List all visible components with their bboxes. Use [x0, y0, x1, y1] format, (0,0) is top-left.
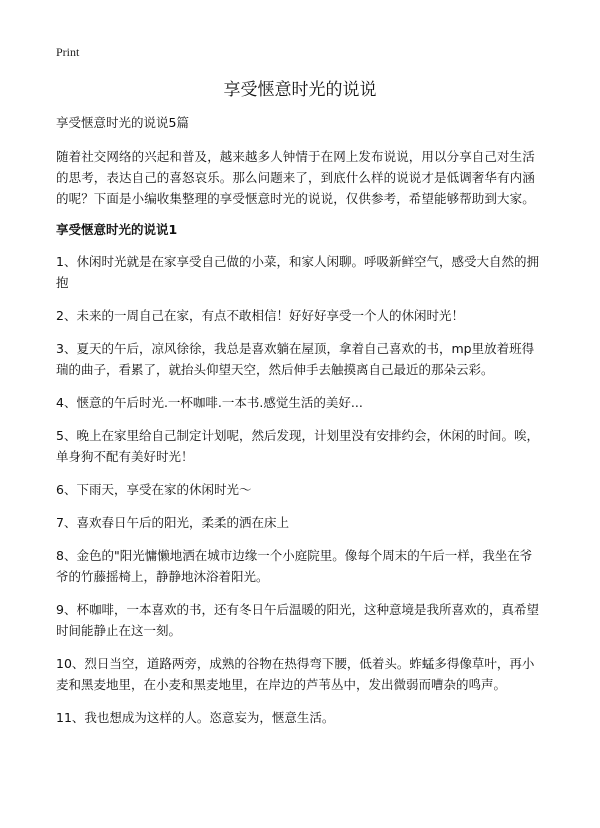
list-item: 5、晚上在家里给自己制定计划呢，然后发现，计划里没有安排约会，休闲的时间。唉，单身狗不配有美好时光！	[56, 428, 539, 464]
list-item: 4、惬意的午后时光.一杯咖啡.一本书.感觉生活的美好...	[56, 395, 363, 410]
list-item: 8、金色的"阳光慵懒地洒在城市边缘一个小庭院里。像每个周末的午后一样，我坐在爷爷的竹藤摇椅上，静静地沐浴着阳光。	[56, 548, 533, 584]
list-item: 2、未来的一周自己在家，有点不敢相信！好好好享受一个人的休闲时光！	[56, 308, 464, 323]
list-item: 9、杯咖啡，一本喜欢的书，还有冬日午后温暖的阳光，这种意境是我所喜欢的，真希望时间能静止在这一刻。	[56, 602, 539, 638]
intro-paragraph: 随着社交网络的兴起和普及，越来越多人钟情于在网上发布说说，用以分享自己对生活的思考，表达自己的喜怒哀乐。那么问题来了，到底什么样的说说才是低调奢华有内涵的呢？下面是小编收集整理的享受惬意时光的说说，仅供参考，希望能够帮助到大家。	[56, 149, 535, 206]
list-item: 3、夏天的午后，凉风徐徐，我总是喜欢躺在屋顶，拿着自己喜欢的书，mp里放着班得瑞的曲子，看累了，就抬头仰望天空，然后伸手去触摸离自己最近的那朵云彩。	[56, 341, 535, 377]
list-item: 7、喜欢春日午后的阳光，柔柔的洒在床上	[56, 515, 289, 530]
list-item: 10、烈日当空，道路两旁，成熟的谷物在热得弯下腰，低着头。蚱蜢多得像草叶，再小麦和黑麦地里，在小麦和黑麦地里，在岸边的芦苇丛中，发出微弱而嘈杂的鸣声。	[56, 656, 535, 692]
section-heading: 享受惬意时光的说说1	[56, 222, 178, 237]
list-item: 11、我也想成为这样的人。恣意妄为，惬意生活。	[56, 710, 335, 725]
article-subtitle: 享受惬意时光的说说5篇	[56, 115, 189, 130]
list-item: 6、下雨天，享受在家的休闲时光～	[56, 482, 252, 497]
list-item: 1、休闲时光就是在家享受自己做的小菜，和家人闲聊。呼吸新鲜空气，感受大自然的拥抱	[56, 254, 539, 290]
page-title: 享受惬意时光的说说	[223, 80, 377, 100]
print-link[interactable]: Print	[56, 45, 80, 59]
quote-list	[56, 251, 544, 728]
